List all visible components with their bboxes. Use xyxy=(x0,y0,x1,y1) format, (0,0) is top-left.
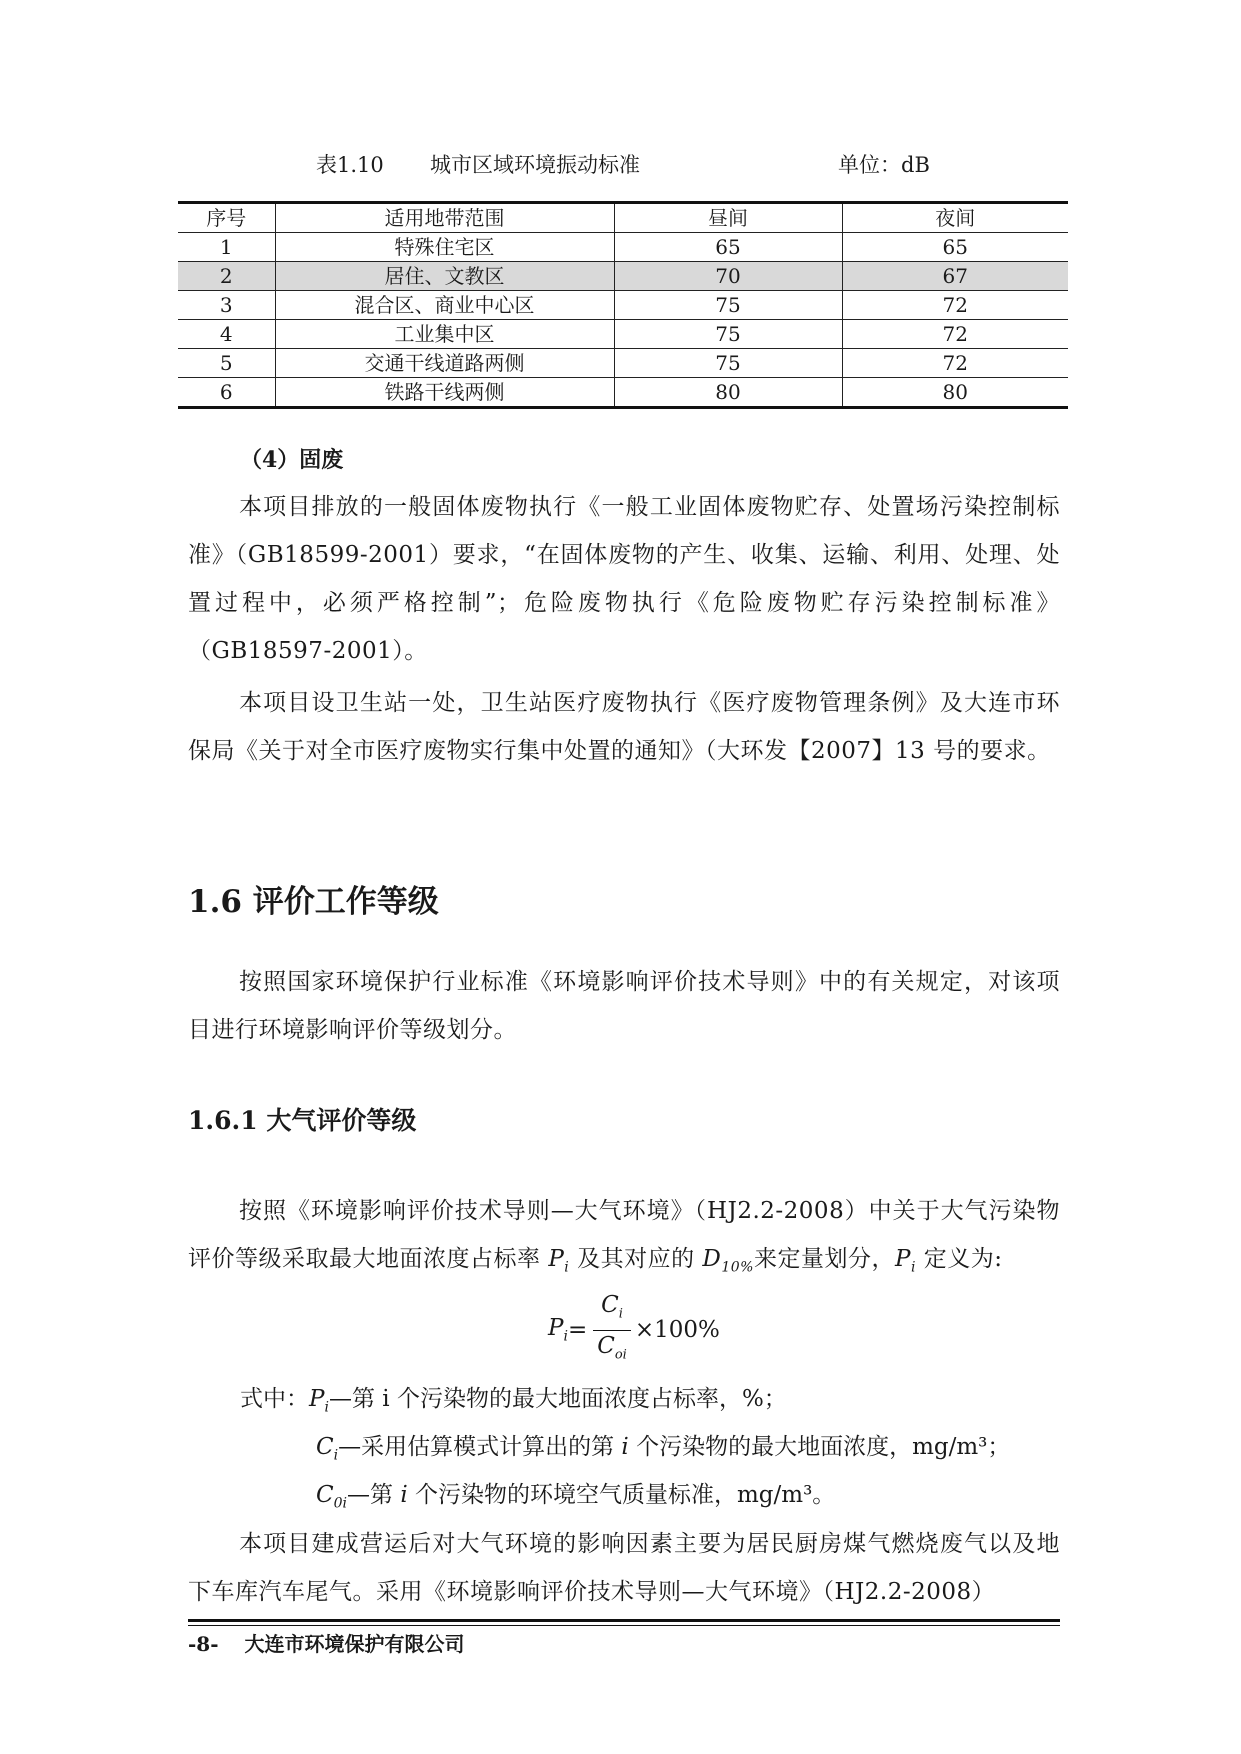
text-run: 及其对应的 xyxy=(569,1246,703,1272)
definition-c0: $C_{0i}—$第 i 个污染物的环境空气质量标准，mg/m³。 xyxy=(316,1482,836,1512)
section-title: 大气评价等级 xyxy=(266,1106,417,1135)
paragraph-air-grading xyxy=(188,1187,1060,1292)
paragraph-air-sources: 本项目建成营运后对大气环境的影响因素主要为居民厨房煤气燃烧废气以及地下车库汽车尾气。采用《环境影响评价技术导则—大气环境》（HJ2.2-2008） xyxy=(188,1531,1060,1605)
paragraph-medical-waste: 本项目设卫生站一处，卫生站医疗废物执行《医疗废物管理条例》及大连市环保局《关于对全市医疗废物实行集中处置的通知》（大环发【2007】13 号的要求。 xyxy=(188,690,1060,764)
definition-text: —第 i 个污染物的最大地面浓度占标率，%； xyxy=(328,1386,787,1412)
cell-night: 80 xyxy=(842,378,1068,408)
cell-day: 65 xyxy=(614,233,842,262)
section-title: 评价工作等级 xyxy=(252,884,439,920)
table-header-row xyxy=(178,203,1068,233)
page-footer xyxy=(188,1628,465,1660)
definition-text: 个污染物的环境空气质量标准，mg/m³。 xyxy=(407,1482,836,1508)
table-row xyxy=(178,320,1068,349)
definition-p: 式中：$P_i—$第 i 个污染物的最大地面浓度占标率，%； xyxy=(240,1386,787,1416)
cell-day: 80 xyxy=(614,378,842,408)
definition-text: —采用估算模式计算出的第 xyxy=(338,1434,622,1460)
cell-night: 67 xyxy=(842,262,1068,291)
definition-c: $C_i—$采用估算模式计算出的第 i 个污染物的最大地面浓度，mg/m³； xyxy=(316,1434,1011,1464)
cell-zone: 特殊住宅区 xyxy=(275,233,614,262)
cell-index: 4 xyxy=(178,320,275,349)
formula-fraction xyxy=(593,1290,631,1370)
header-zone: 适用地带范围 xyxy=(275,203,614,233)
paragraph-grading-intro: 按照国家环境保护行业标准《环境影响评价技术导则》中的有关规定，对该项目进行环境影响评价等级划分。 xyxy=(188,969,1060,1043)
table-row xyxy=(178,233,1068,262)
footer-rule-thin xyxy=(188,1625,1060,1626)
formula-equals: = xyxy=(567,1317,588,1343)
table-row xyxy=(178,262,1068,291)
definition-text: 个污染物的最大地面浓度，mg/m³； xyxy=(628,1434,1011,1460)
formula-numerator: $C_i$ xyxy=(601,1291,623,1322)
table-row xyxy=(178,378,1068,408)
cell-day: 75 xyxy=(614,320,842,349)
header-day: 昼间 xyxy=(614,203,842,233)
cell-index: 1 xyxy=(178,233,275,262)
table-unit: 单位：dB xyxy=(838,153,930,177)
definition-intro: 式中： xyxy=(240,1386,309,1412)
text-run: 按照《环境影响评价技术导则—大气环境》（HJ2.2-2008）中关于大气污染物评价等级采取最大地面浓度占标率 xyxy=(188,1198,1060,1272)
section-heading-1-6-1 xyxy=(188,1101,416,1141)
var-d10: $D_{10\%}$ xyxy=(702,1246,754,1276)
table-row xyxy=(178,291,1068,320)
cell-index: 2 xyxy=(178,262,275,291)
cell-day: 75 xyxy=(614,291,842,320)
section-heading-1-6 xyxy=(188,880,439,924)
cell-zone: 工业集中区 xyxy=(275,320,614,349)
cell-zone: 居住、文教区 xyxy=(275,262,614,291)
cell-index: 6 xyxy=(178,378,275,408)
var-p: $P_i$ xyxy=(894,1246,916,1276)
cell-zone: 铁路干线两侧 xyxy=(275,378,614,408)
definition-text: —第 xyxy=(347,1482,401,1508)
cell-night: 72 xyxy=(842,291,1068,320)
subheading-solid-waste: （4）固废 xyxy=(240,447,344,473)
formula-lhs: $P_i$ xyxy=(548,1315,568,1345)
formula-denominator: $C_{oi}$ xyxy=(597,1332,627,1363)
cell-index: 3 xyxy=(178,291,275,320)
text-run: 定义为: xyxy=(915,1246,1003,1272)
section-number: 1.6 xyxy=(188,884,242,920)
formula-pi xyxy=(548,1291,720,1365)
header-index: 序号 xyxy=(178,203,275,233)
cell-night: 65 xyxy=(842,233,1068,262)
footer-rule-thick xyxy=(188,1619,1060,1622)
table-label: 表1.10 xyxy=(316,153,384,177)
cell-night: 72 xyxy=(842,320,1068,349)
cell-night: 72 xyxy=(842,349,1068,378)
cell-day: 75 xyxy=(614,349,842,378)
section-number: 1.6.1 xyxy=(188,1106,258,1135)
var-p: $P_i$ xyxy=(548,1246,570,1276)
formula-tail: ×100% xyxy=(634,1317,720,1343)
table-title: 城市区域环境振动标准 xyxy=(430,153,640,177)
vibration-standard-table xyxy=(178,201,1068,409)
company-name: 大连市环境保护有限公司 xyxy=(244,1632,465,1656)
cell-index: 5 xyxy=(178,349,275,378)
cell-day: 70 xyxy=(614,262,842,291)
paragraph-solid-waste-standard: 本项目排放的一般固体废物执行《一般工业固体废物贮存、处置场污染控制标准》（GB18599-2001）要求，“在固体废物的产生、收集、运输、利用、处理、处置过程中，必须严格控制”；危险废物执行《危险废物贮存污染控制标准》（GB18597-2001）。 xyxy=(188,494,1060,664)
page-number: -8- xyxy=(188,1632,219,1656)
cell-zone: 混合区、商业中心区 xyxy=(275,291,614,320)
table-row xyxy=(178,349,1068,378)
text-run: 来定量划分， xyxy=(753,1246,895,1272)
header-night: 夜间 xyxy=(842,203,1068,233)
cell-zone: 交通干线道路两侧 xyxy=(275,349,614,378)
